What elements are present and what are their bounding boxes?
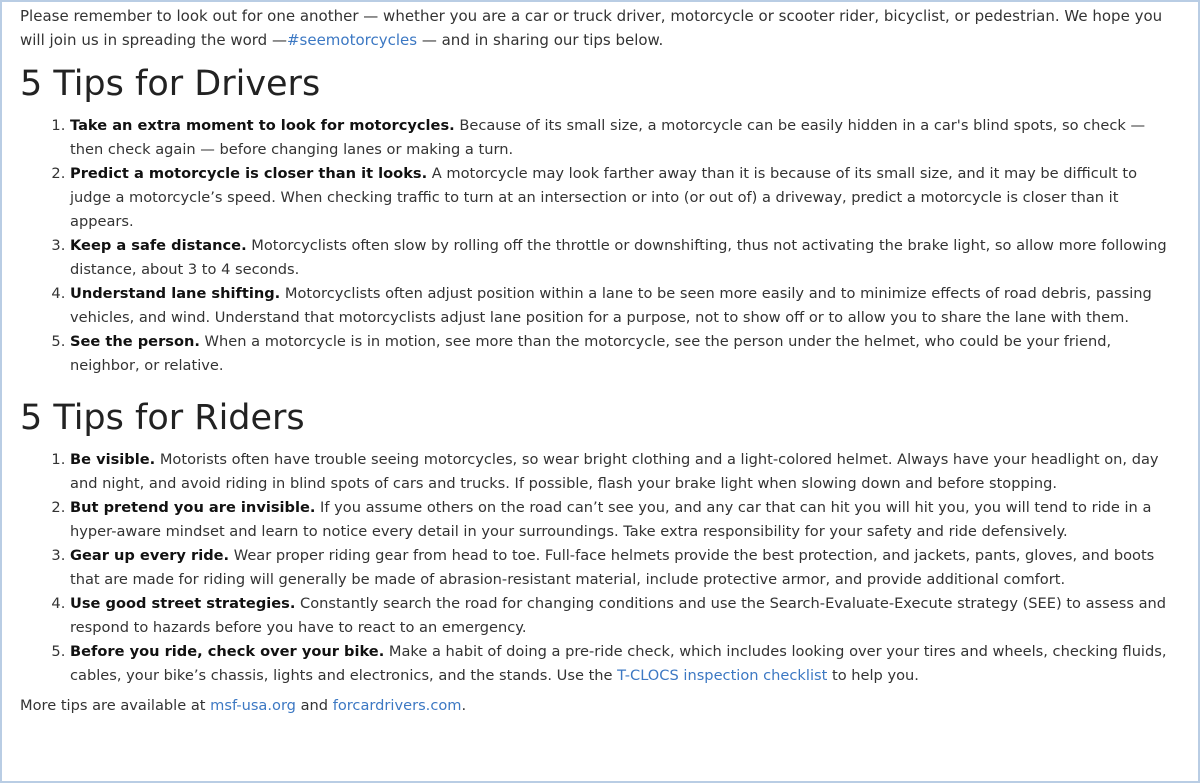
tip-text: If you assume others on the road can’t see you, and any car that can hit you will hit you, you will tend to ride in a hyper-aware mindset and learn to notice every detail in your surroundings. Take extra responsibility for your safety and ride defensively.	[70, 499, 1152, 540]
tip-text: Constantly search the road for changing conditions and use the Search-Evaluate-Execute strategy (SEE) to assess and respond to hazards before you have to react to an emergency.	[70, 595, 1167, 636]
list-item	[70, 496, 1170, 544]
tip-title: Be visible.	[70, 451, 156, 468]
footer-suffix: .	[461, 697, 467, 714]
intro-text: Please remember to look out for one another — whether you are a car or truck driver, motorcycle or scooter rider, bicyclist, or pedestrian. We hope you will join us in spreading the word —	[20, 7, 1163, 49]
tip-text: Because of its small size, a motorcycle can be easily hidden in a car's blind spots, so check — then check again — before changing lanes or making a turn.	[70, 117, 1146, 158]
list-item	[70, 282, 1170, 330]
list-item	[70, 234, 1170, 282]
hashtag-link[interactable]: #seemotorcycles	[286, 31, 418, 49]
intro-text-end: — and in sharing our tips below.	[417, 31, 664, 49]
tip-title: Use good street strategies.	[70, 595, 296, 612]
forcardrivers-link[interactable]: forcardrivers.com	[332, 697, 462, 714]
drivers-tips-list	[20, 114, 1170, 378]
riders-heading: 5 Tips for Riders	[20, 398, 305, 438]
footer-note	[20, 694, 1170, 718]
list-item	[70, 640, 1170, 688]
list-item	[70, 448, 1170, 496]
riders-tips-list	[20, 448, 1170, 688]
list-item	[70, 114, 1170, 162]
msf-link[interactable]: msf-usa.org	[210, 697, 296, 714]
tip-text-end: to help you.	[827, 667, 919, 684]
footer-middle: and	[295, 697, 333, 714]
footer-prefix: More tips are available at	[20, 697, 211, 714]
tip-text: Make a habit of doing a pre-ride check, which includes looking over your tires and wheels, checking fluids, cables, your bike’s chassis, lights and electronics, and the stands. Use the	[70, 643, 1167, 684]
tip-text: Wear proper riding gear from head to toe. Full-face helmets provide the best protection, and jackets, pants, gloves, and boots that are made for riding will generally be made of abrasion-resistant material, include protective armor, and provide additional comfort.	[70, 547, 1155, 588]
tclocs-checklist-link[interactable]: T-CLOCS inspection checklist	[617, 667, 828, 684]
list-item	[70, 544, 1170, 592]
tip-title: Take an extra moment to look for motorcycles.	[70, 117, 455, 134]
tip-text: When a motorcycle is in motion, see more than the motorcycle, see the person under the helmet, who could be your friend, neighbor, or relative.	[70, 333, 1112, 374]
drivers-heading: 5 Tips for Drivers	[20, 64, 321, 104]
list-item	[70, 592, 1170, 640]
tip-title: But pretend you are invisible.	[70, 499, 316, 516]
tip-title: Predict a motorcycle is closer than it looks.	[70, 165, 428, 182]
tip-title: Gear up every ride.	[70, 547, 230, 564]
intro-paragraph	[20, 4, 1170, 52]
tip-title: Keep a safe distance.	[70, 237, 247, 254]
tip-title: See the person.	[70, 333, 200, 350]
tip-title: Before you ride, check over your bike.	[70, 643, 385, 660]
tip-title: Understand lane shifting.	[70, 285, 281, 302]
list-item	[70, 330, 1170, 378]
list-item	[70, 162, 1170, 234]
tip-text: A motorcycle may look farther away than it is because of its small size, and it may be difficult to judge a motorcycle’s speed. When checking traffic to turn at an intersection or into (or out of) a driveway, predict a motorcycle is closer than it appears.	[70, 165, 1138, 230]
article-body	[20, 4, 1170, 718]
tip-text: Motorcyclists often adjust position within a lane to be seen more easily and to minimize effects of road debris, passing vehicles, and wind. Understand that motorcyclists adjust lane position for a purpose, not to show off or to allow you to share the lane with them.	[70, 285, 1152, 326]
tip-text: Motorists often have trouble seeing motorcycles, so wear bright clothing and a light-colored helmet. Always have your headlight on, day and night, and avoid riding in blind spots of cars and trucks. If possible, flash your brake light when slowing down and before stopping.	[70, 451, 1159, 492]
tip-text: Motorcyclists often slow by rolling off the throttle or downshifting, thus not activating the brake light, so allow more following distance, about 3 to 4 seconds.	[70, 237, 1167, 278]
